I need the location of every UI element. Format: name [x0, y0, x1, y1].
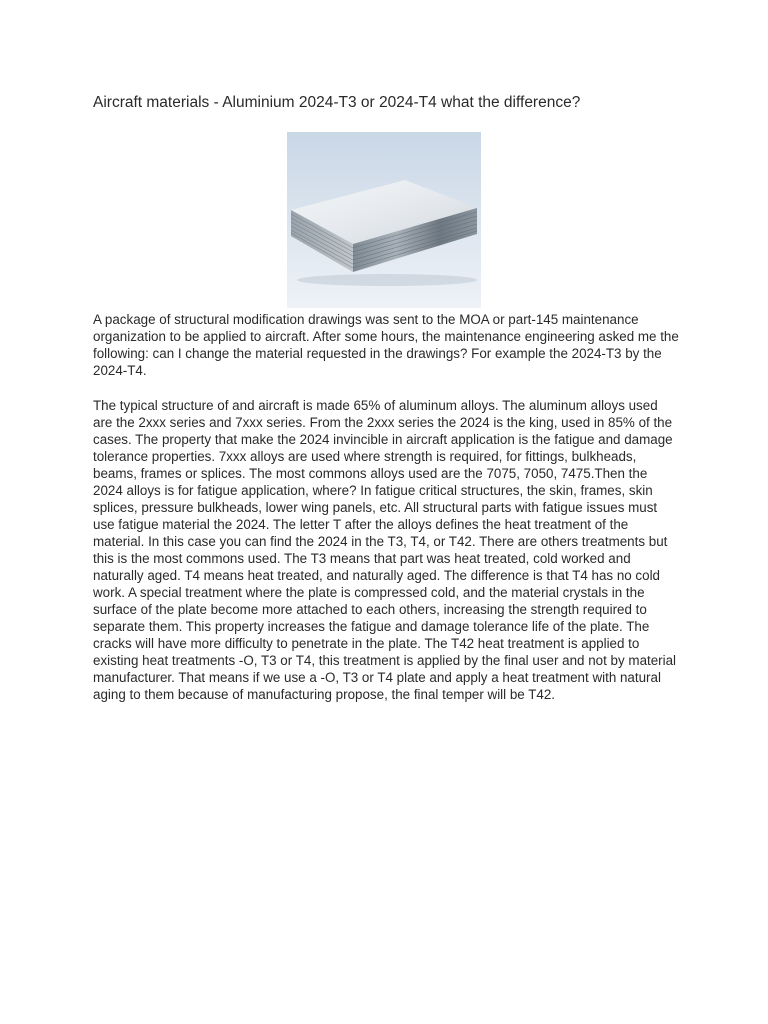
body-paragraph-main: The typical structure of and aircraft is made 65% of aluminum alloys. The aluminum alloys used are the 2xxx series and 7xxx series. From the 2xxx series the 2024 is the king, used in 85% of the cases. The property that make the 2024 invincible in aircraft application is the fatigue and damage tolerance properties. 7xxx alloys are used where strength is required, for fittings, bulkheads, beams, frames or splices. The most commons alloys used are the 7075, 7050, 7475.Then the 2024 alloys is for fatigue application, where? In fatigue critical structures, the skin, frames, skin splices, pressure bulkheads, lower wing panels, etc. All structural parts with fatigue issues must use fatigue material the 2024. The letter T after the alloys defines the heat treatment of the material. In this case you can find the 2024 in the T3, T4, or T42. There are others treatments but this is the most commons used. The T3 means that part was heat treated, cold worked and naturally aged. T4 means heat treated, and naturally aged. The difference is that T4 has no cold work. A special treatment where the plate is compressed cold, and the material crystals in the surface of the plate become more attached to each others, increasing the strength required to separate them. This property increases the fatigue and damage tolerance life of the plate. The cracks will have more difficulty to penetrate in the plate. The T42 heat treatment is applied to existing heat treatments -O, T3 or T4, this treatment is applied by the final user and not by material manufacturer. That means if we use a -O, T3 or T4 plate and apply a heat treatment with natural aging to them because of manufacturing propose, the final temper will be T42. [93, 398, 677, 702]
aluminium-plate-stack-icon [287, 132, 481, 308]
body-paragraph-intro: A package of structural modification drawings was sent to the MOA or part-145 maintenance organization to be applied to aircraft. After some hours, the maintenance engineering asked me the following: can I change the material requested in the drawings? For example the 2024-T3 by the 2024-T4. [93, 312, 679, 378]
page-title: Aircraft materials - Aluminium 2024-T3 or 2024-T4 what the difference? [93, 94, 581, 111]
aluminium-plate-image [287, 132, 481, 308]
